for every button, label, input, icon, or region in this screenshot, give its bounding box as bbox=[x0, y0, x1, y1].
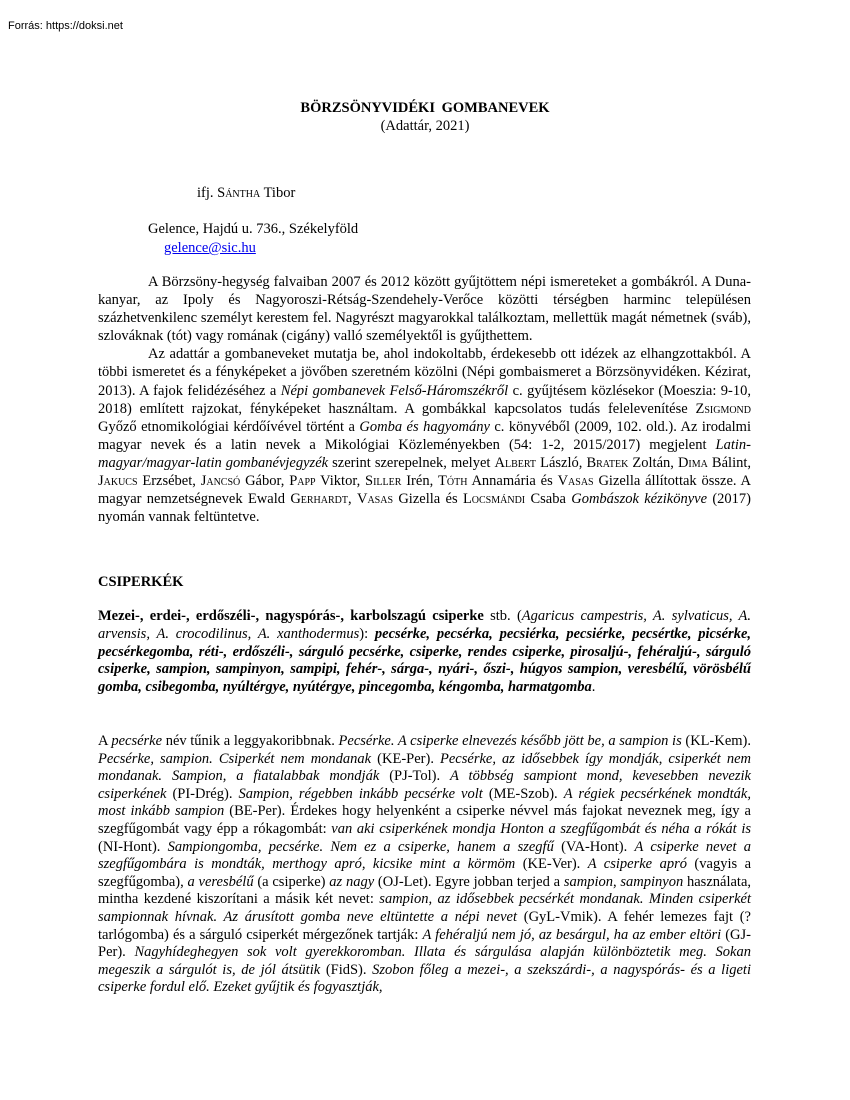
author-prefix: ifj. bbox=[197, 185, 218, 201]
person-name: Jakucs bbox=[98, 473, 138, 490]
person-name: Zsigmond bbox=[695, 400, 751, 417]
author-given: Tibor bbox=[260, 185, 296, 201]
text-span: (a csiperke) bbox=[253, 873, 330, 890]
text-span: (GJ-Per). bbox=[98, 926, 751, 961]
quote: Pecsérke, sampion. Csiperkét nem mondanak bbox=[98, 750, 372, 767]
text-span: Bálint, bbox=[707, 454, 752, 471]
person-name: Vasas bbox=[557, 473, 594, 490]
text-span: (KE-Ver). bbox=[515, 856, 588, 873]
text-span: (vagyis a szegfűgomba), bbox=[98, 856, 752, 890]
author-name bbox=[197, 185, 295, 202]
text-span: (2017) nyomán vannak feltüntetve. bbox=[98, 491, 751, 526]
text-span: Az adattár a gombaneveket mutatja be, ahol indokoltabb, érdekesebb ott idézek az elhangzottakból. A többi ismeretet és a fényképeket a jövőben szeretném közölni (Népi gombaismeret a Börzsönyvidéken. Kézirat, 2013). A fajok felidézéséhez a bbox=[98, 346, 751, 399]
quote: sampion, az idősebbek pecsérkét mondanak. Minden csiperkét sampionnak hívnak. Az árusított gomba neve eltüntette a népi nevet bbox=[98, 891, 752, 925]
quote: A csiperke apró bbox=[587, 856, 687, 873]
quote: van aki csiperkének mondja Honton a szegfűgombát és néha a rókát is bbox=[331, 820, 752, 837]
person-name: Tóth bbox=[438, 473, 468, 490]
text-span: (PJ-Tol). bbox=[379, 768, 451, 785]
entry-csiperke bbox=[98, 608, 751, 697]
text-span: (GyL-Vmik). A fehér lemezes fajt (? tarlógomba) és a sárguló csiperkét mérgezőnek tartják: bbox=[98, 908, 751, 943]
text-span: (NI-Hont). bbox=[98, 838, 168, 855]
quote: A többség sampiont mond, kevesebben nevezik csiperkének bbox=[98, 768, 751, 802]
text-span: Győző etnomikológiai kérdőívével történt a bbox=[98, 418, 360, 435]
quote: a veresbélű bbox=[187, 873, 254, 890]
person-name: Gerhardt bbox=[290, 491, 349, 508]
intro-text bbox=[98, 273, 751, 526]
page-title: BÖRZSÖNYVIDÉKI GOMBANEVEK bbox=[300, 100, 550, 116]
discussion-paragraph bbox=[98, 733, 751, 997]
quote: az nagy bbox=[329, 873, 375, 890]
entry-headword: Mezei-, erdei-, erdőszéli-, nagyspórás-, karbolszagú csiperke bbox=[98, 608, 484, 624]
title-citation: Latin-magyar/magyar-latin gombanévjegyzék bbox=[98, 436, 751, 471]
title-citation: Gomba és hagyomány bbox=[359, 418, 490, 435]
text-span: név tűnik a leggyakoribbnak. bbox=[162, 733, 339, 749]
person-name: Albert bbox=[494, 454, 537, 471]
person-name: Dima bbox=[677, 454, 708, 471]
title-citation: Népi gombanevek Felső-Háromszékről bbox=[280, 382, 509, 399]
text-span: , bbox=[612, 873, 621, 890]
text-span: Irén, bbox=[401, 473, 439, 490]
text-span: (OJ-Let). Egyre jobban terjed a bbox=[374, 873, 564, 890]
page-subtitle: (Adattár, 2021) bbox=[380, 118, 470, 134]
text-span: (ME-Szob). bbox=[482, 785, 564, 802]
text-span: stb. ( bbox=[483, 608, 522, 624]
intro-paragraph-2 bbox=[98, 345, 751, 526]
text-span: c. gyűjtésem közlésekor (Moeszia: 9-10, 2018) említett rajzokat, fényképeket használtam. A gombákkal kapcsolatos tudás felelevenítése bbox=[98, 382, 751, 417]
quote: Nagyhídeghegyen sok volt gyerekkoromban. Illata és sárgulása alapján különböztetik meg. Sokan megeszik a sárgulót is, de jól átsütik bbox=[98, 944, 751, 978]
text-span: Csaba bbox=[525, 491, 572, 508]
text-span: (VA-Hont). bbox=[553, 838, 635, 855]
author-email-link[interactable]: gelence@sic.hu bbox=[164, 240, 256, 256]
person-name: Jancsó bbox=[200, 473, 241, 490]
entry-latin-names: Agaricus campestris, A. sylvaticus, A. arvensis, A. crocodilinus, A. xanthodermus bbox=[98, 608, 752, 642]
person-name: Bratek bbox=[586, 454, 629, 471]
person-name: Siller bbox=[365, 473, 402, 490]
author-surname: Sántha bbox=[217, 185, 261, 201]
title-citation: Gombászok kézikönyve bbox=[571, 491, 708, 508]
text-span: (BE-Per). Érdekes hogy helyenként a csiperke névvel más fajokat neveznek meg, így a szegfűgombát vagy épp a rókagombát: bbox=[98, 803, 751, 837]
text-span: , bbox=[348, 491, 357, 508]
quote: A régiek pecsérkének mondták, most inkább sampion bbox=[98, 785, 751, 820]
text-span: (KL-Kem). bbox=[681, 733, 751, 749]
person-name: Papp bbox=[289, 473, 316, 490]
author-address: Gelence, Hajdú u. 736., Székelyföld bbox=[148, 221, 359, 237]
text-span: (FidS). bbox=[320, 961, 373, 978]
text-span: Gábor, bbox=[240, 473, 290, 490]
text-span: (PI-Drég). bbox=[166, 785, 239, 802]
quote: pecsérke bbox=[111, 733, 163, 749]
quote: A csiperke nevet a szegfűgombára is mondták, merthogy apró, kicsike mint a körmöm bbox=[98, 838, 751, 873]
quote: Szobon főleg a mezei-, a szekszárdi-, a nagyspórás- és a ligeti csiperke fordul elő. Ezeket gyűjtik és fogyasztják, bbox=[98, 961, 751, 996]
quote: sampinyon bbox=[620, 873, 684, 890]
text-span: szerint szerepelnek, melyet bbox=[328, 454, 495, 471]
person-name: Vasas bbox=[356, 491, 394, 508]
quote: Pecsérke. A csiperke elnevezés később jött be, a sampion is bbox=[338, 733, 682, 749]
section-title: CSIPERKÉK bbox=[98, 574, 184, 590]
text-span: c. könyvéből (2009, 102. old.). Az irodalmi magyar nevek és a latin nevek a Mikológiai Közleményekben (54: 1-2, 2015/2017) megjelent bbox=[98, 418, 751, 453]
person-name: Locsmándi bbox=[462, 491, 526, 508]
text-span: Gizella állítottak össze. A magyar nemzetségnevek Ewald bbox=[98, 473, 751, 508]
text-span: A bbox=[98, 733, 112, 749]
text-span: (KE-Per). bbox=[371, 750, 441, 767]
quote: sampion bbox=[563, 873, 613, 890]
entry-folk-names: pecsérke, pecsérka, pecsiérka, pecsiérke, pecsértke, picsérke, pecsérkegomba, réti-, erdőszéli-, sárguló pecsérke, csiperke, rendes csiperke, pirosaljú-, fehéraljú-, sárguló csiperke, sampion, sampinyon, sampipi, fehér-, sárga-, nyári-, őszi-, húgyos sampion, veresbélű, vörösbélű gomba, csibegomba, nyúltérgye, nyútérgye, pincegomba, kéngomba, harmatgomba bbox=[98, 625, 752, 696]
text-span: Viktor, bbox=[315, 473, 366, 490]
text-span: Zoltán, bbox=[628, 454, 678, 471]
source-line: Forrás: https://doksi.net bbox=[8, 20, 123, 32]
text-span: használata, mintha kezdené kiszorítani a másik két nevet: bbox=[98, 873, 752, 908]
text-span: László, bbox=[536, 454, 587, 471]
quote: Sampion, régebben inkább pecsérke volt bbox=[238, 785, 483, 802]
intro-paragraph-1: A Börzsöny-hegység falvaiban 2007 és 2012 között gyűjtöttem népi ismereteket a gombákról. A Duna-kanyar, az Ipoly és Nagyoroszi-Rétság-Szendehely-Verőce közötti térségben harminc településen százhetvenkilenc személyt kerestem fel. Nagyrészt magyarokkal találkoztam, mellettük magát németnek (sváb), szlováknak (tót) vagy romának (cigány) valló személyektől is gyűjthettem. bbox=[98, 274, 751, 345]
text-span: . bbox=[591, 679, 596, 696]
text-span: Erzsébet, bbox=[137, 473, 201, 490]
quote: A fehéraljú nem jó, az besárgul, ha az ember eltöri bbox=[422, 926, 722, 943]
text-span: Annamária és bbox=[467, 473, 558, 490]
text-span: ): bbox=[359, 625, 375, 642]
text-span: Gizella és bbox=[393, 491, 463, 508]
quote: Pecsérke, az idősebbek így mondják, csiperkét nem mondanak. Sampion, a fiatalabbak mondják bbox=[98, 750, 751, 785]
quote: Sampiongomba, pecsérke. Nem ez a csiperke, hanem a szegfű bbox=[167, 838, 554, 855]
